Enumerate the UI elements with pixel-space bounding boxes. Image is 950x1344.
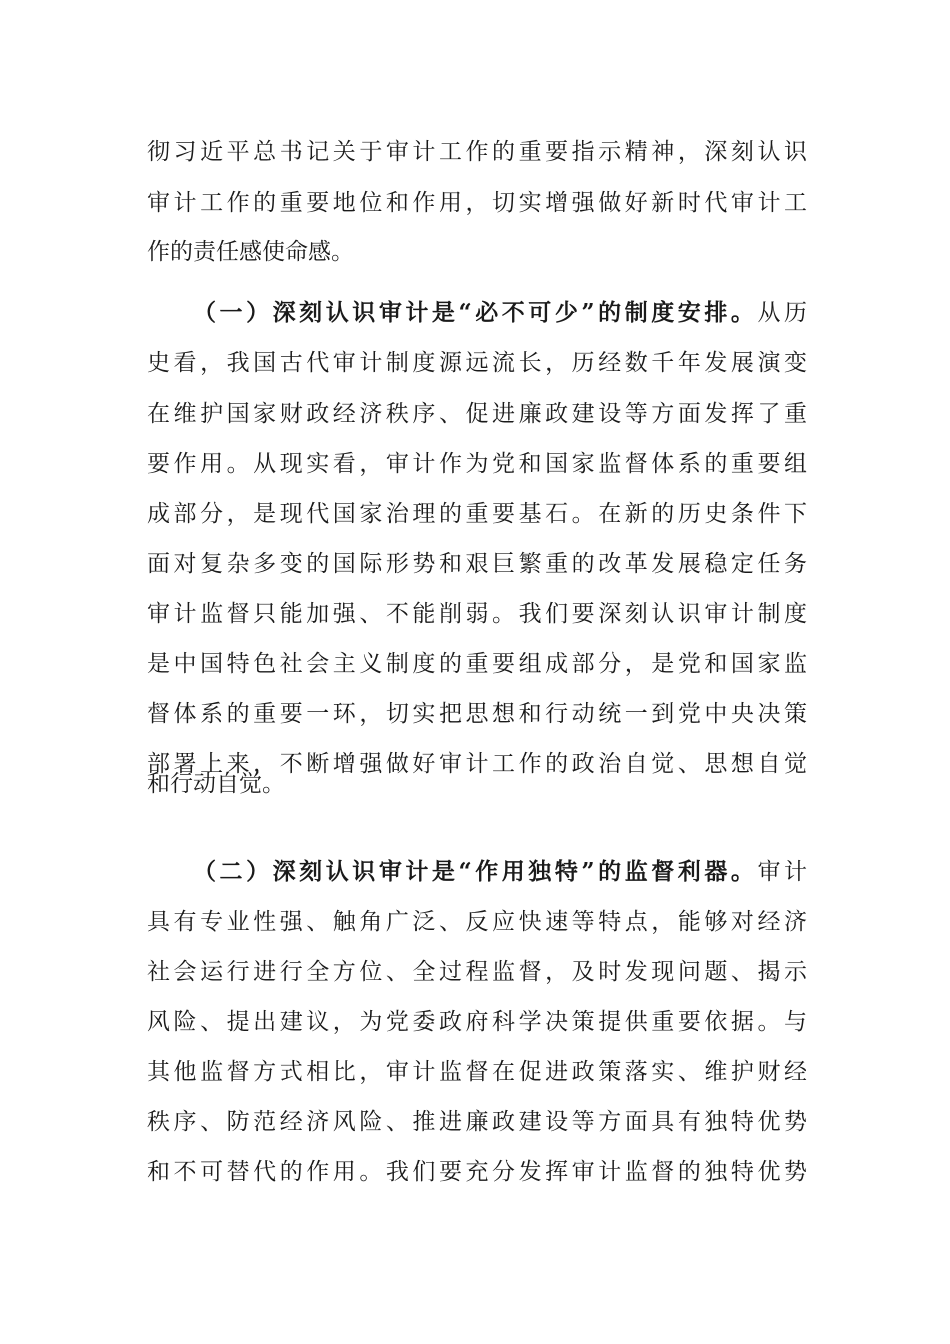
paragraph-line: 其他监督方式相比，审计监督在促进政策落实、维护财经 [147,1059,807,1085]
heading-line-rest: 审计 [757,859,807,885]
paragraph-line: 督体系的重要一环，切实把思想和行动统一到党中央决策 [147,701,807,727]
paragraph-line: 审计监督只能加强、不能削弱。我们要深刻认识审计制度 [147,601,807,627]
paragraph-line: 风险、提出建议，为党委政府科学决策提供重要依据。与 [147,1009,807,1035]
paragraph-line: 秩序、防范经济风险、推进廉政建设等方面具有独特优势 [147,1109,807,1135]
section-heading: （二）深刻认识审计是“作用独特”的监督利器。 [193,858,758,885]
paragraph-line: 史看，我国古代审计制度源远流长，历经数千年发展演变 [147,350,807,376]
paragraph-line: 在维护国家财政经济秩序、促进廉政建设等方面发挥了重 [147,401,807,427]
paragraph-line: 社会运行进行全方位、全过程监督，及时发现问题、揭示 [147,959,807,985]
paragraph-line: 是中国特色社会主义制度的重要组成部分，是党和国家监 [147,651,807,677]
paragraph-line: 成部分，是现代国家治理的重要基石。在新的历史条件下 [147,501,807,527]
paragraph-line: 和不可替代的作用。我们要充分发挥审计监督的独特优势 [147,1159,807,1185]
paragraph-line: 要作用。从现实看，审计作为党和国家监督体系的重要组 [147,451,807,477]
paragraph-line: 面对复杂多变的国际形势和艰巨繁重的改革发展稳定任务 [147,551,807,577]
section-heading: （一）深刻认识审计是“必不可少”的制度安排。 [193,299,758,326]
paragraph-line: 审计工作的重要地位和作用，切实增强做好新时代审计工 [147,190,807,216]
paragraph-line: 和行动自觉。 [147,771,285,797]
paragraph-line: 部署上来，不断增强做好审计工作的政治自觉、思想自觉 [147,751,807,777]
section-heading-line [193,852,807,892]
paragraph-line: 具有专业性强、触角广泛、反应快速等特点，能够对经济 [147,909,807,935]
heading-line-rest: 从历 [757,300,807,326]
paragraph-line: 彻习近平总书记关于审计工作的重要指示精神，深刻认识 [147,139,807,165]
section-heading-line [193,293,807,333]
paragraph-line: 作的责任感使命感。 [147,239,354,265]
